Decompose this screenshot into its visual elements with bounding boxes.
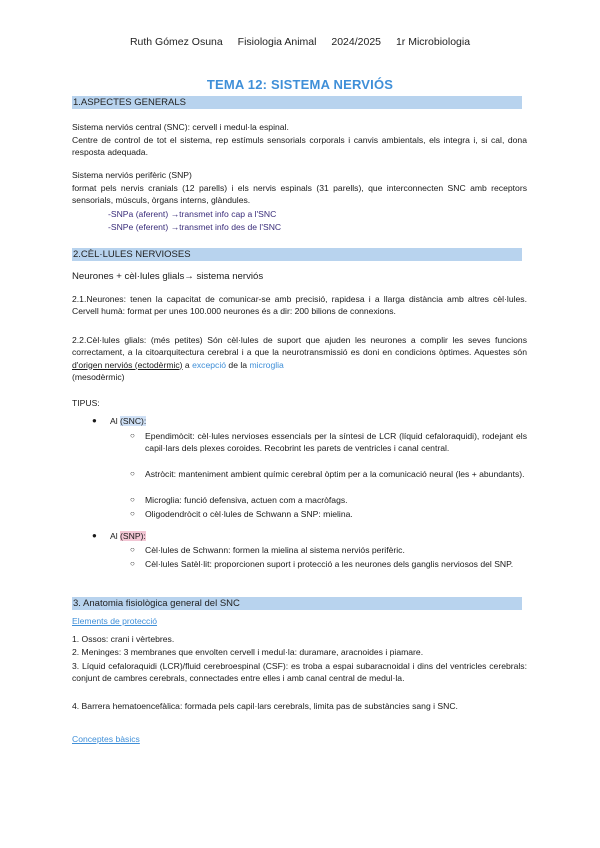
list-item: 4. Barrera hematoencefàlica: formada pels capil·lars cerebrals, limita pas de substàncies sang i SNC. [72, 701, 458, 711]
glials-text-b: a [182, 359, 193, 370]
list-item: 1. Ossos: crani i vèrtebres. [72, 634, 175, 644]
circle-bullet: ○ [130, 509, 135, 518]
header-year: 2024/2025 [331, 36, 382, 48]
glials-text-d: (mesodèrmic) [72, 371, 125, 382]
list-item: Cèl·lules de Schwann: formen la mielina al sistema nerviós perifèric. [145, 545, 405, 555]
glials-exception: excepció [192, 359, 227, 370]
list-item: 3. Líquid cefaloraquidi (LCR)/fluid cerebroespinal (CSF): es troba a espai subaracnoidal i dins del ventricles cerebrals: conjunt de cambres cerebrals, connectades entre elles i amb canal central de medul·la. [72, 661, 527, 684]
neurones-paragraph: 2.1.Neurones: tenen la capacitat de comunicar-se amb precisió, rapidesa i a llarga distància amb altres cèl·lules. Cervell humà: format per unes 100.000 neurones és a dir: 200 bilions de connexions. [72, 294, 527, 317]
list-item: Microglia: funció defensiva, actuen com a macròfags. [145, 495, 348, 505]
list-item: 2. Meninges: 3 membranes que envolten cervell i medul·la: duramare, aracnoides i piamare. [72, 647, 424, 657]
section-heading-1: 1.ASPECTES GENERALS [72, 96, 522, 109]
list-item: Oligodendròcit o cèl·lules de Schwann a SNP: mielina. [145, 509, 353, 519]
al-snc-pre: Al [110, 416, 121, 426]
glials-text-c: de la [226, 359, 250, 370]
snc-description: Centre de control de tot el sistema, rep estímuls sensorials corporals i canvis ambientals, els integra i, si cal, dona resposta adequada. [72, 135, 527, 158]
circle-bullet: ○ [130, 545, 135, 554]
section-heading-3: 3. Anatomia fisiològica general del SNC [72, 597, 522, 610]
header-author: Ruth Gómez Osuna [129, 36, 223, 48]
page-header [0, 36, 600, 48]
glials-microglia: microglia [249, 359, 284, 370]
al-snc-label [110, 415, 146, 427]
circle-bullet: ○ [130, 495, 135, 504]
snp-description: format pels nervis cranials (12 parells) i els nervis espinals (31 parells), que interconnecten SNC amb receptors sensorials, músculs, òrgans interns, glàndules. [72, 183, 527, 206]
snp-title: Sistema nerviós perifèric (SNP) [72, 170, 192, 180]
page-title: TEMA 12: SISTEMA NERVIÓS [206, 77, 394, 92]
tipus-label: TIPUS: [72, 398, 100, 408]
snpe-line [108, 221, 281, 233]
al-snp-pre: Al [110, 531, 121, 541]
circle-bullet: ○ [130, 431, 135, 440]
list-item: Ependimòcit: cèl·lules nervioses essencials per la síntesi de LCR (líquid cefaloraquidi), rodejant els capil·lars dels plexes coroides. Recobrint les parets de ventricles i canal central. [145, 431, 527, 454]
glials-origin: d'origen nerviós (ectodèrmic) [72, 359, 183, 370]
link-conceptes-basics[interactable]: Conceptes bàsics [72, 734, 140, 744]
bullet-dot: ● [92, 416, 97, 425]
al-snp-highlight: (SNP): [120, 531, 146, 541]
cells-intro: Neurones + cèl·lules glials→ sistema nerviós [72, 271, 264, 282]
link-elements-proteccio[interactable]: Elements de protecció [72, 616, 158, 626]
section-heading-2: 2.CÈL·LULES NERVIOSES [72, 248, 522, 261]
circle-bullet: ○ [130, 559, 135, 568]
list-item: Cèl·lules Satèl·lit: proporcionen suport i protecció a les neurones dels ganglis nerviosos del SNP. [145, 559, 514, 569]
glials-paragraph [72, 334, 527, 383]
circle-bullet: ○ [130, 469, 135, 478]
al-snp-label [110, 530, 146, 542]
snpa-text: -SNPa (aferent) →transmet info cap a l'SNC [108, 209, 277, 219]
list-item: Astròcit: manteniment ambient químic cerebral òptim per a la comunicació neural (les + abundants). [145, 469, 525, 479]
glials-text-a: 2.2.Cèl·lules glials: (més petites) Són cèl·lules de suport que ajuden les neurones a complir les seves funcions correctament, a la citoarquitectura cerebral i a que la neurotransmissió es doni en condicions òptimes. Aquestes són [72, 335, 527, 358]
snpa-line [108, 208, 276, 220]
al-snc-highlight: (SNC): [120, 416, 147, 426]
header-subject: Fisiologia Animal [237, 36, 317, 48]
snc-definition: Sistema nerviós central (SNC): cervell i medul·la espinal. [72, 122, 289, 132]
bullet-dot: ● [92, 531, 97, 540]
snpe-text: -SNPe (eferent) →transmet info des de l'SNC [108, 222, 282, 232]
header-course: 1r Microbiologia [395, 36, 471, 48]
